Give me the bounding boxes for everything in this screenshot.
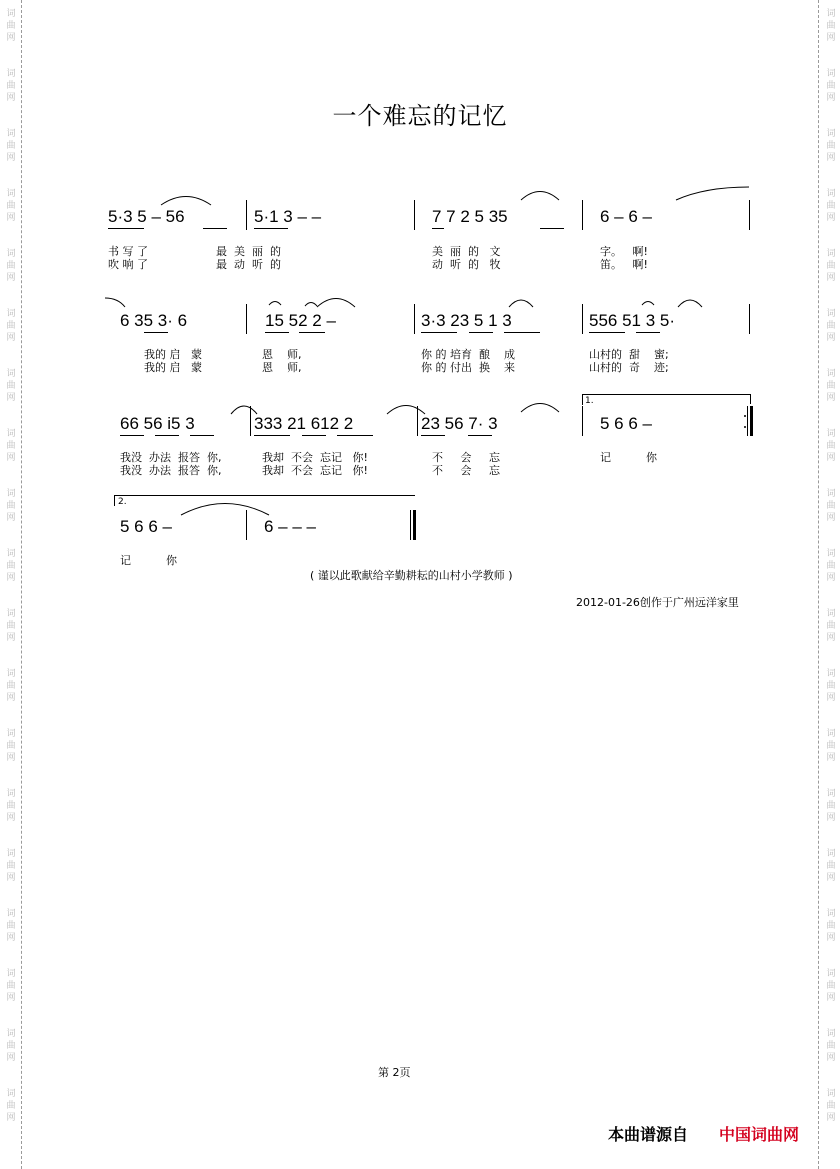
watermark-char: 曲 bbox=[6, 201, 16, 211]
slur bbox=[520, 399, 560, 413]
watermark-char: 曲 bbox=[6, 801, 16, 811]
watermark-stamp bbox=[823, 128, 839, 164]
watermark-stamp bbox=[3, 248, 19, 284]
barline bbox=[749, 304, 750, 334]
slur bbox=[180, 498, 270, 516]
lyric: 恩 师, bbox=[262, 348, 302, 361]
watermark-char: 词 bbox=[826, 849, 836, 859]
watermark-stamp bbox=[823, 8, 839, 44]
slur bbox=[230, 401, 258, 415]
watermark-char: 词 bbox=[826, 369, 836, 379]
barline bbox=[414, 304, 415, 334]
watermark-stamp bbox=[823, 188, 839, 224]
barline bbox=[582, 406, 583, 436]
watermark-char: 词 bbox=[6, 1089, 16, 1099]
watermark-char: 网 bbox=[826, 693, 836, 703]
lyric: 我的 启 蒙 bbox=[144, 361, 202, 374]
watermark-char: 词 bbox=[6, 189, 16, 199]
watermark-char: 词 bbox=[6, 9, 16, 19]
watermark-char: 词 bbox=[6, 849, 16, 859]
watermark-char: 词 bbox=[6, 549, 16, 559]
volta-hook bbox=[582, 395, 583, 405]
watermark-stamp bbox=[3, 428, 19, 464]
watermark-char: 网 bbox=[826, 333, 836, 343]
watermark-char: 曲 bbox=[826, 621, 836, 631]
volta-end bbox=[750, 394, 751, 404]
watermark-stamp bbox=[3, 608, 19, 644]
watermark-char: 网 bbox=[826, 393, 836, 403]
watermark-char: 曲 bbox=[826, 561, 836, 571]
slur bbox=[520, 187, 560, 201]
source-site-link[interactable]: 中国词曲网 bbox=[719, 1125, 800, 1144]
watermark-char: 网 bbox=[826, 453, 836, 463]
watermark-char: 词 bbox=[826, 1029, 836, 1039]
lyric: 我却 不会 忘记 你! bbox=[262, 464, 368, 477]
slur bbox=[160, 192, 212, 206]
lyric: 美 丽 的 文 bbox=[432, 245, 501, 258]
watermark-char: 网 bbox=[6, 333, 16, 343]
watermark-char: 网 bbox=[6, 393, 16, 403]
watermark-char: 曲 bbox=[6, 681, 16, 691]
watermark-char: 网 bbox=[826, 933, 836, 943]
watermark-stamp bbox=[823, 368, 839, 404]
barline bbox=[246, 304, 247, 334]
measure: 15 52 2 – bbox=[265, 311, 336, 330]
watermark-char: 曲 bbox=[6, 501, 16, 511]
underline bbox=[144, 332, 168, 333]
repeat-dot bbox=[744, 415, 746, 417]
watermark-char: 词 bbox=[6, 729, 16, 739]
underline bbox=[254, 228, 288, 229]
watermark-stamp bbox=[823, 1088, 839, 1124]
watermark-char: 网 bbox=[6, 1053, 16, 1063]
watermark-char: 网 bbox=[826, 273, 836, 283]
watermark-char: 网 bbox=[6, 933, 16, 943]
watermark-char: 网 bbox=[6, 513, 16, 523]
watermark-stamp bbox=[3, 848, 19, 884]
watermark-char: 词 bbox=[826, 249, 836, 259]
slur bbox=[641, 298, 655, 306]
watermark-char: 网 bbox=[6, 453, 16, 463]
underline bbox=[469, 332, 493, 333]
watermark-char: 词 bbox=[826, 429, 836, 439]
watermark-char: 词 bbox=[6, 1029, 16, 1039]
watermark-char: 词 bbox=[6, 609, 16, 619]
watermark-char: 词 bbox=[826, 489, 836, 499]
watermark-stamp bbox=[3, 968, 19, 1004]
watermark-stamp bbox=[3, 368, 19, 404]
lyric: 记 你 bbox=[600, 451, 657, 464]
lyric: 字。 啊! bbox=[600, 245, 648, 258]
watermark-char: 网 bbox=[6, 633, 16, 643]
page-number: 第 2页 bbox=[378, 1066, 411, 1079]
measure: 66 56 i5 3 bbox=[120, 414, 195, 433]
watermark-char: 词 bbox=[6, 429, 16, 439]
underline bbox=[337, 435, 373, 436]
underline bbox=[299, 332, 325, 333]
repeat-barline bbox=[750, 406, 753, 436]
watermark-char: 网 bbox=[826, 993, 836, 1003]
watermark-char: 词 bbox=[826, 129, 836, 139]
watermark-char: 网 bbox=[826, 633, 836, 643]
watermark-stamp bbox=[3, 788, 19, 824]
measure: 556 51 3 5· bbox=[589, 311, 676, 330]
slur bbox=[508, 296, 534, 308]
watermark-char: 网 bbox=[826, 153, 836, 163]
watermark-char: 词 bbox=[826, 669, 836, 679]
watermark-stamp bbox=[823, 788, 839, 824]
watermark-char: 词 bbox=[826, 1089, 836, 1099]
watermark-char: 曲 bbox=[6, 261, 16, 271]
underline bbox=[468, 435, 492, 436]
lyric: 恩 师, bbox=[262, 361, 302, 374]
watermark-char: 词 bbox=[6, 909, 16, 919]
watermark-char: 词 bbox=[826, 549, 836, 559]
final-barline bbox=[413, 510, 416, 540]
underline bbox=[254, 435, 290, 436]
lyric: 山村的 甜 蜜; bbox=[589, 348, 669, 361]
watermark-char: 网 bbox=[6, 33, 16, 43]
underline bbox=[636, 332, 660, 333]
watermark-stamp bbox=[3, 308, 19, 344]
repeat-barline bbox=[747, 406, 748, 436]
lyric: 不 会 忘 bbox=[432, 451, 500, 464]
watermark-stamp bbox=[3, 488, 19, 524]
watermark-char: 曲 bbox=[826, 801, 836, 811]
barline bbox=[246, 200, 247, 230]
underline bbox=[589, 332, 625, 333]
lyric: 动 听 的 牧 bbox=[432, 258, 501, 271]
watermark-stamp bbox=[823, 248, 839, 284]
watermark-char: 曲 bbox=[826, 981, 836, 991]
watermark-char: 网 bbox=[826, 93, 836, 103]
lyric: 山村的 奇 迹; bbox=[589, 361, 669, 374]
watermark-char: 曲 bbox=[6, 621, 16, 631]
underline bbox=[302, 435, 326, 436]
watermark-stamp bbox=[3, 1028, 19, 1064]
watermark-stamp bbox=[3, 728, 19, 764]
watermark-char: 网 bbox=[6, 573, 16, 583]
watermark-stamp bbox=[823, 668, 839, 704]
watermark-stamp bbox=[3, 668, 19, 704]
watermark-char: 网 bbox=[6, 993, 16, 1003]
watermark-stamp bbox=[823, 308, 839, 344]
slur bbox=[677, 296, 703, 308]
watermark-char: 词 bbox=[826, 729, 836, 739]
watermark-char: 词 bbox=[6, 69, 16, 79]
watermark-char: 曲 bbox=[826, 1101, 836, 1111]
watermark-char: 网 bbox=[826, 213, 836, 223]
barline bbox=[749, 200, 750, 230]
measure: 7 7 2 5 35 bbox=[432, 207, 508, 226]
lyric: 记 你 bbox=[120, 554, 177, 567]
underline bbox=[421, 332, 457, 333]
watermark-char: 词 bbox=[6, 249, 16, 259]
underline bbox=[108, 228, 144, 229]
watermark-char: 曲 bbox=[6, 741, 16, 751]
watermark-stamp bbox=[3, 908, 19, 944]
watermark-char: 词 bbox=[826, 609, 836, 619]
watermark-char: 网 bbox=[6, 93, 16, 103]
watermark-stamp bbox=[3, 8, 19, 44]
watermark-char: 曲 bbox=[6, 381, 16, 391]
watermark-stamp bbox=[3, 188, 19, 224]
watermark-char: 曲 bbox=[826, 861, 836, 871]
watermark-char: 网 bbox=[826, 813, 836, 823]
watermark-char: 词 bbox=[6, 969, 16, 979]
lyric: 我没 办法 报答 你, bbox=[120, 464, 222, 477]
underline bbox=[540, 228, 564, 229]
watermark-stamp bbox=[3, 128, 19, 164]
lyric: 我的 启 蒙 bbox=[144, 348, 202, 361]
watermark-char: 曲 bbox=[826, 141, 836, 151]
watermark-char: 曲 bbox=[826, 741, 836, 751]
watermark-char: 曲 bbox=[826, 81, 836, 91]
slur bbox=[316, 294, 356, 308]
watermark-char: 曲 bbox=[6, 81, 16, 91]
barline bbox=[582, 304, 583, 334]
lyric: 笛。 啊! bbox=[600, 258, 648, 271]
watermark-char: 曲 bbox=[6, 141, 16, 151]
watermark-char: 曲 bbox=[6, 1041, 16, 1051]
underline bbox=[203, 228, 227, 229]
watermark-char: 网 bbox=[6, 213, 16, 223]
watermark-char: 网 bbox=[6, 753, 16, 763]
watermark-stamp bbox=[823, 608, 839, 644]
watermark-char: 曲 bbox=[6, 441, 16, 451]
watermark-char: 词 bbox=[826, 969, 836, 979]
lyric: 不 会 忘 bbox=[432, 464, 500, 477]
watermark-char: 曲 bbox=[6, 561, 16, 571]
volta-bracket-1 bbox=[582, 394, 750, 405]
lyric: 吹 响 了 bbox=[108, 258, 148, 271]
watermark-char: 网 bbox=[6, 1113, 16, 1123]
watermark-stamp bbox=[823, 1028, 839, 1064]
watermark-char: 词 bbox=[826, 69, 836, 79]
watermark-stamp bbox=[823, 908, 839, 944]
watermark-char: 曲 bbox=[826, 261, 836, 271]
watermark-char: 词 bbox=[6, 309, 16, 319]
watermark-char: 曲 bbox=[826, 321, 836, 331]
watermark-char: 词 bbox=[6, 789, 16, 799]
watermark-stamp bbox=[823, 728, 839, 764]
underline bbox=[432, 228, 444, 229]
repeat-dot bbox=[744, 426, 746, 428]
watermark-char: 网 bbox=[6, 873, 16, 883]
watermark-char: 曲 bbox=[6, 21, 16, 31]
dedication: ( 谨以此歌献给辛勤耕耘的山村小学教师 ) bbox=[310, 569, 513, 582]
watermark-stamp bbox=[3, 548, 19, 584]
right-page-rule bbox=[818, 0, 819, 1169]
barline bbox=[582, 200, 583, 230]
watermark-char: 网 bbox=[6, 273, 16, 283]
watermark-char: 词 bbox=[6, 369, 16, 379]
watermark-char: 曲 bbox=[6, 921, 16, 931]
underline bbox=[155, 435, 179, 436]
lyric: 你 的 培育 酿 成 bbox=[421, 348, 515, 361]
lyric: 我却 不会 忘记 你! bbox=[262, 451, 368, 464]
watermark-char: 网 bbox=[826, 33, 836, 43]
watermark-char: 曲 bbox=[826, 441, 836, 451]
watermark-char: 曲 bbox=[826, 21, 836, 31]
measure: 3·3 23 5 1 3 bbox=[421, 311, 512, 330]
composition-credit: 2012-01-26创作于广州远洋家里 bbox=[576, 596, 739, 609]
measure: 333 21 612 2 bbox=[254, 414, 354, 433]
watermark-char: 词 bbox=[6, 669, 16, 679]
watermark-char: 曲 bbox=[6, 861, 16, 871]
watermark-char: 曲 bbox=[826, 381, 836, 391]
underline bbox=[421, 435, 445, 436]
measure: 23 56 7· 3 bbox=[421, 414, 498, 433]
watermark-char: 网 bbox=[826, 873, 836, 883]
watermark-char: 曲 bbox=[826, 1041, 836, 1051]
watermark-char: 网 bbox=[826, 573, 836, 583]
watermark-char: 词 bbox=[826, 309, 836, 319]
underline bbox=[265, 332, 289, 333]
lyric: 最 美 丽 的 bbox=[216, 245, 281, 258]
watermark-char: 词 bbox=[826, 909, 836, 919]
watermark-char: 网 bbox=[826, 513, 836, 523]
lyric: 书 写 了 bbox=[108, 245, 148, 258]
watermark-stamp bbox=[3, 1088, 19, 1124]
lyric: 我没 办法 报答 你, bbox=[120, 451, 222, 464]
watermark-stamp bbox=[823, 488, 839, 524]
measure: 6 35 3· 6 bbox=[120, 311, 188, 330]
watermark-char: 词 bbox=[826, 189, 836, 199]
left-page-rule bbox=[21, 0, 22, 1169]
watermark-char: 网 bbox=[826, 1053, 836, 1063]
watermark-char: 网 bbox=[6, 693, 16, 703]
barline bbox=[414, 200, 415, 230]
watermark-char: 曲 bbox=[826, 201, 836, 211]
slur bbox=[675, 185, 750, 201]
measure: 5·1 3 – – bbox=[254, 207, 322, 226]
watermark-char: 曲 bbox=[6, 981, 16, 991]
source-label: 本曲谱源自 bbox=[608, 1125, 689, 1144]
watermark-char: 曲 bbox=[6, 1101, 16, 1111]
watermark-char: 网 bbox=[6, 813, 16, 823]
watermark-char: 曲 bbox=[826, 501, 836, 511]
watermark-char: 曲 bbox=[6, 321, 16, 331]
measure: 5 6 6 – bbox=[120, 517, 172, 536]
watermark-char: 词 bbox=[6, 129, 16, 139]
underline bbox=[190, 435, 214, 436]
measure: 5·3 5 – 56 bbox=[108, 207, 185, 226]
slur bbox=[104, 296, 126, 308]
measure: 6 – – – bbox=[264, 517, 316, 536]
watermark-char: 曲 bbox=[826, 681, 836, 691]
final-barline bbox=[410, 510, 411, 540]
watermark-char: 词 bbox=[826, 9, 836, 19]
watermark-stamp bbox=[823, 548, 839, 584]
song-title: 一个难忘的记忆 bbox=[332, 102, 508, 130]
watermark-char: 网 bbox=[826, 753, 836, 763]
watermark-char: 词 bbox=[826, 789, 836, 799]
underline bbox=[504, 332, 540, 333]
watermark-stamp bbox=[823, 428, 839, 464]
volta-number: 1. bbox=[585, 396, 594, 406]
watermark-stamp bbox=[823, 848, 839, 884]
slur bbox=[386, 401, 426, 415]
watermark-char: 网 bbox=[6, 153, 16, 163]
watermark-char: 词 bbox=[6, 489, 16, 499]
lyric: 你 的 付出 换 来 bbox=[421, 361, 515, 374]
slur bbox=[268, 298, 282, 306]
measure: 5 6 6 – bbox=[600, 414, 652, 433]
lyric: 最 动 听 的 bbox=[216, 258, 281, 271]
watermark-stamp bbox=[823, 968, 839, 1004]
measure: 6 – 6 – bbox=[600, 207, 652, 226]
watermark-char: 曲 bbox=[826, 921, 836, 931]
underline bbox=[120, 435, 144, 436]
watermark-char: 网 bbox=[826, 1113, 836, 1123]
volta-number: 2. bbox=[118, 497, 127, 507]
